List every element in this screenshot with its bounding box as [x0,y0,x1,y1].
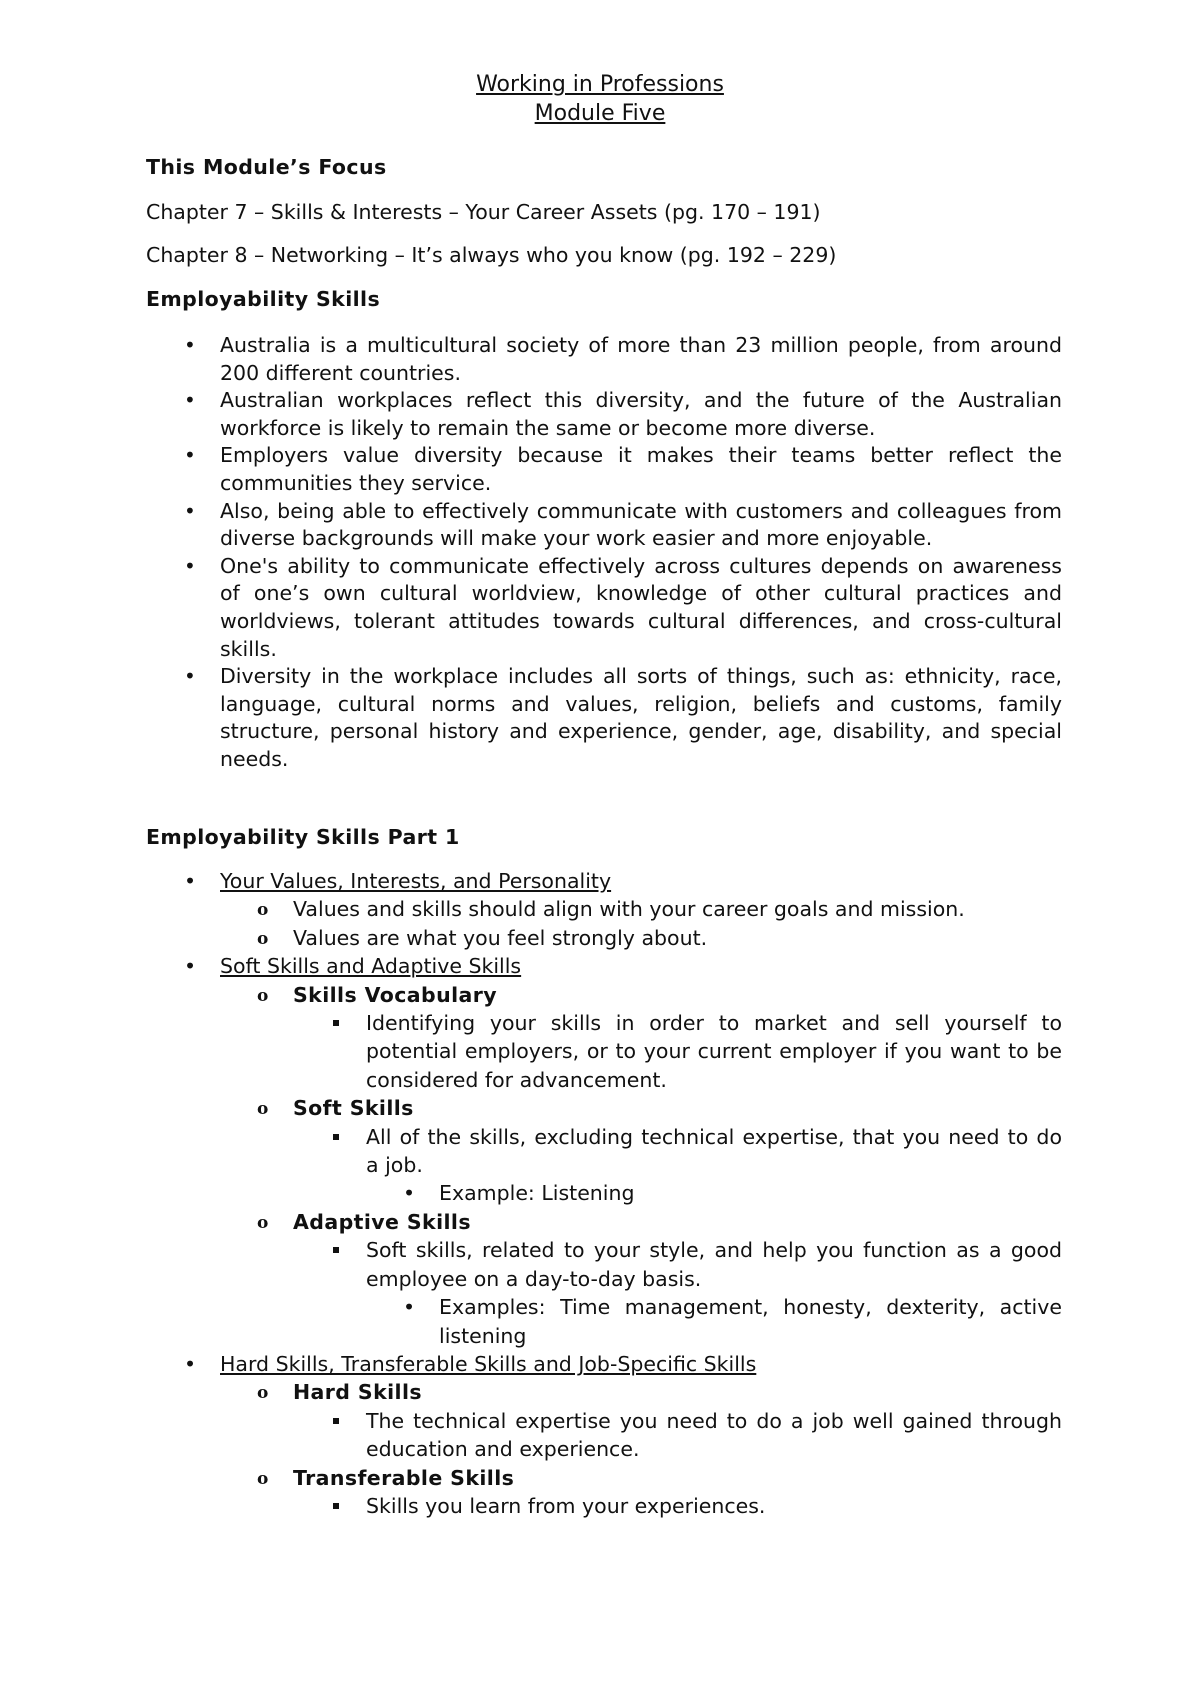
list-item [220,952,1062,1350]
list-item [293,1378,1062,1463]
employability-list [220,332,1062,774]
soft-skills-label: Soft Skills and Adaptive Skills [220,954,522,979]
list-item: • Diversity in the workplace includes all sorts of things, such as: ethnicity, race, language, cultural norms and values, religion, beliefs and customs, family structure, personal history and experience, gender, age, disability, and special needs. [220,663,1062,773]
list-item [366,1123,1062,1208]
list-item: • Also, being able to effectively communicate with customers and colleagues from diverse backgrounds will make your work easier and more enjoyable. [220,498,1062,553]
employability-heading: Employability Skills [146,287,381,311]
soft-skills-title: Soft Skills [293,1096,414,1121]
list-item: • Example: Listening [439,1179,1062,1207]
document-title: Working in Professions [476,72,724,97]
list-item [293,981,1062,1095]
list-item [293,1464,1062,1521]
adaptive-skills-title: Adaptive Skills [293,1209,471,1234]
list-item: • One's ability to communicate effectively across cultures depends on awareness of one’s own cultural worldview, knowledge of other cultural practices and worldviews, tolerant attitudes towards cultural differences, and cross-cultural skills. [220,553,1062,663]
list-item: Identifying your skills in order to market and sell yourself to potential employers, or to your current employer if you want to be considered for advancement. [366,1009,1062,1094]
hard-skills-label: Hard Skills, Transferable Skills and Job-Specific Skills [220,1351,757,1376]
list-item: • Examples: Time management, honesty, dexterity, active listening [439,1293,1062,1350]
document-subtitle: Module Five [534,101,666,126]
list-item [293,1094,1062,1208]
list-item: o Values and skills should align with your career goals and mission. [293,895,1062,923]
list-item [293,1208,1062,1350]
list-item [220,867,1062,952]
part1-heading: Employability Skills Part 1 [146,825,460,849]
list-item: o Values are what you feel strongly about. [293,924,1062,952]
hard-skills-title: Hard Skills [293,1380,422,1405]
skills-vocabulary-title: Skills Vocabulary [293,982,498,1007]
list-item [220,1350,1062,1520]
adaptive-skills-text: Soft skills, related to your style, and help you function as a good employee on a day-to-day basis. [366,1238,1062,1291]
list-item [366,1236,1062,1350]
list-item: Skills you learn from your experiences. [366,1492,1062,1520]
list-item: The technical expertise you need to do a job well gained through education and experience. [366,1407,1062,1464]
values-label: Your Values, Interests, and Personality [220,869,612,893]
chapter-7-line: Chapter 7 – Skills & Interests – Your Career Assets (pg. 170 – 191) [146,200,821,224]
part1-list [220,867,1062,1520]
chapter-8-line: Chapter 8 – Networking – It’s always who you know (pg. 192 – 229) [146,243,837,267]
soft-skills-text: All of the skills, excluding technical expertise, that you need to do a job. [366,1124,1062,1178]
list-item: • Australian workplaces reflect this diversity, and the future of the Australian workforce is likely to remain the same or become more diverse. [220,387,1062,442]
transferable-skills-title: Transferable Skills [293,1465,515,1490]
list-item: • Australia is a multicultural society of more than 23 million people, from around 200 different countries. [220,332,1062,387]
list-item: • Employers value diversity because it makes their teams better reflect the communities they service. [220,442,1062,497]
focus-heading: This Module’s Focus [146,155,387,179]
